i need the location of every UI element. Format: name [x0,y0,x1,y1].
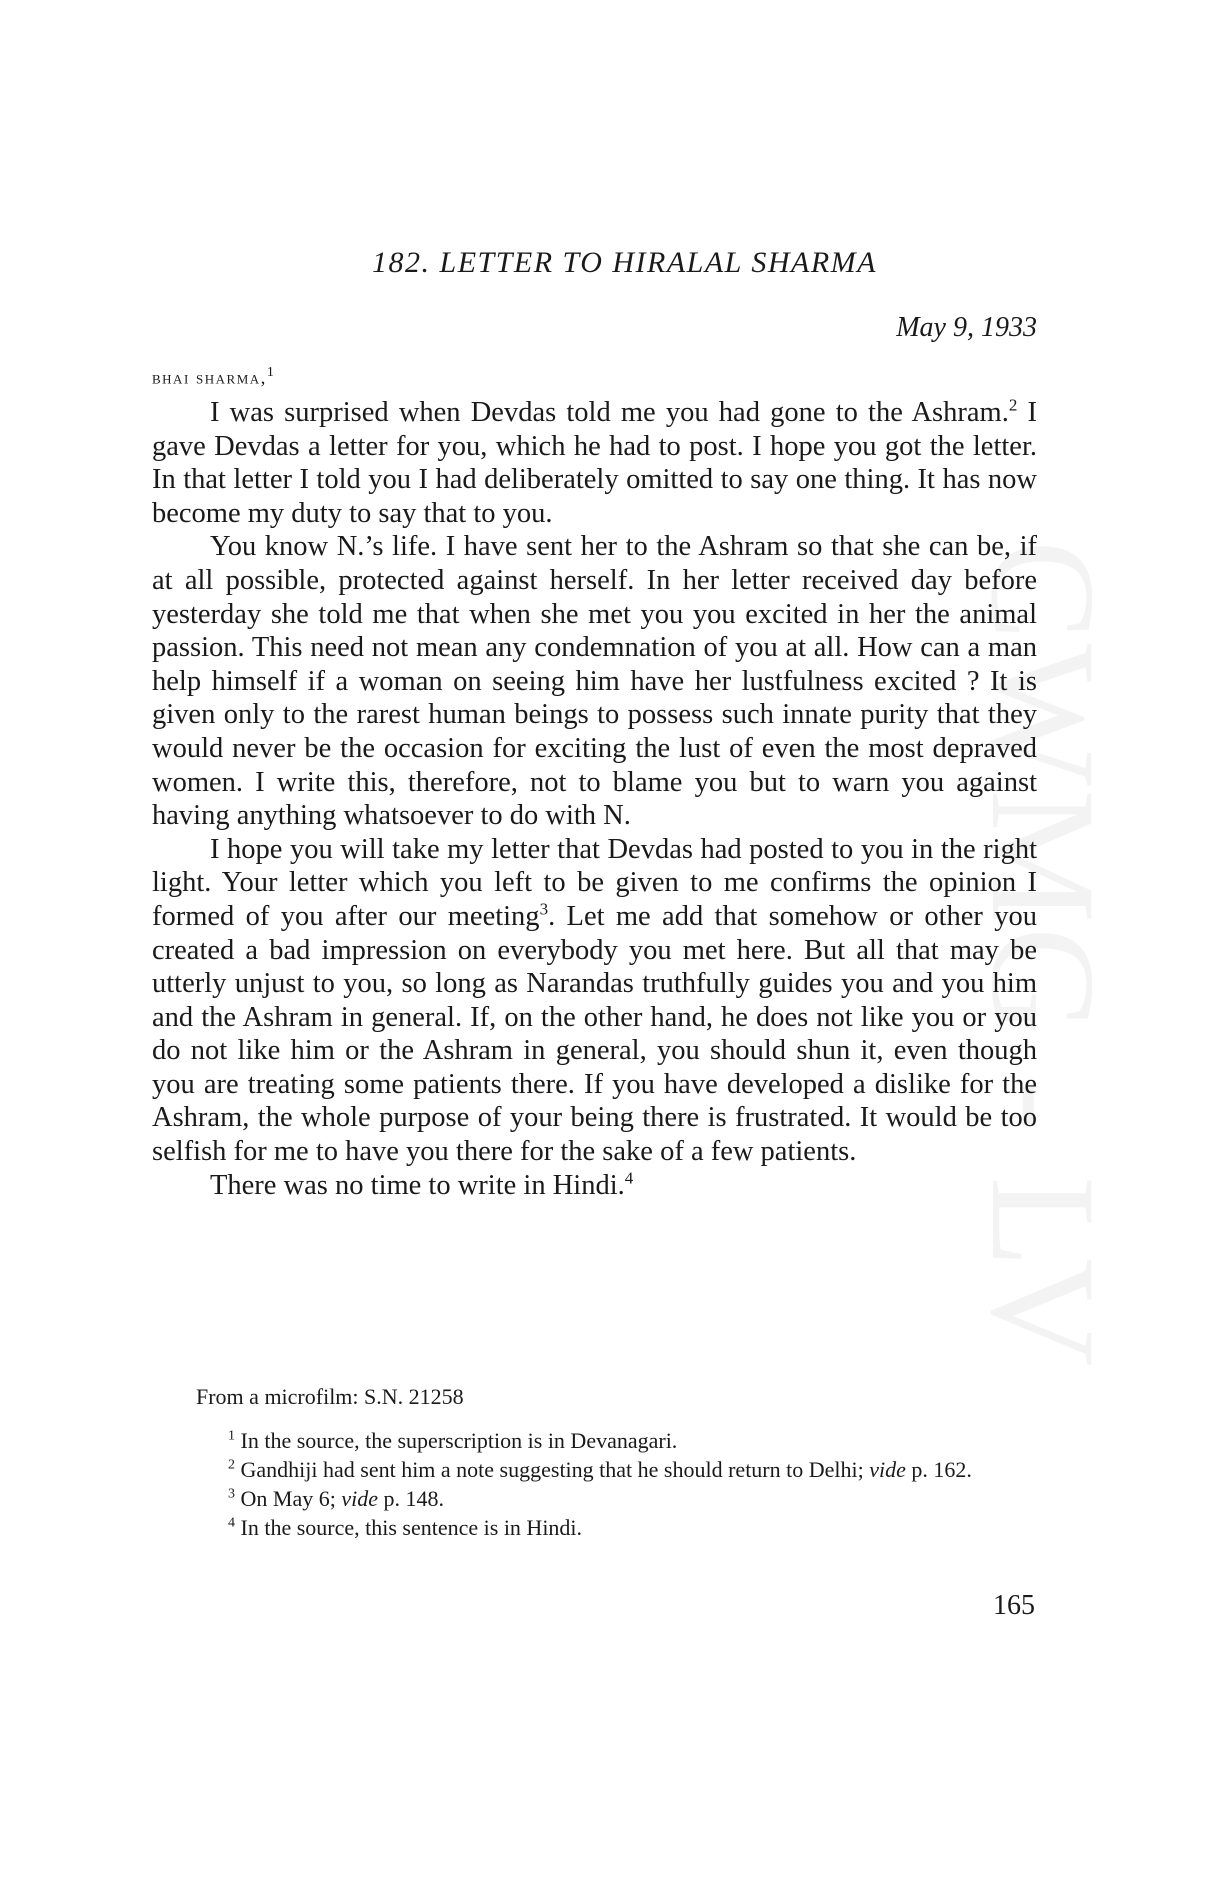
paragraph-text: There was no time to write in Hindi. [210,1169,625,1201]
footnote-mark: 3 [228,1486,235,1502]
footnote-text: On May 6; [240,1486,342,1511]
footnote-mark: 1 [228,1428,235,1444]
paragraph-text: I gave Devdas a letter for you, which he had to post. I hope you got the letter. In that letter I told you I had deliberately omitted to say one thing. It has now become my duty to say that to you. [152,397,1037,529]
letter-title: 182. LETTER TO HIRALAL SHARMA [372,246,877,279]
salutation-footnote-mark: 1 [266,365,276,380]
letter-body [152,396,1037,1202]
footnote-3 [152,1484,1037,1513]
footnote-text: In the source, the superscription is in Devanagari. [240,1428,678,1453]
footnote-ref-2: 2 [1008,395,1018,415]
source-citation: From a microfilm: S.N. 21258 [196,1384,464,1409]
paragraph-2 [152,530,1037,832]
salutation [152,365,275,389]
footnote-4 [152,1513,1037,1542]
footnote-mark: 4 [228,1515,235,1531]
paragraph-text: I hope you will take my letter that Devdas had posted to you in the right light. Your letter which you left to be given to me confirms the opinion I formed of you after our meeting [152,833,1037,932]
paragraph-text: . Let me add that somehow or other you created a bad impression on everybody you met here. But all that may be utterly unjust to you, so long as Narandas truthfully guides you and you him and the Ashram in general. If, on the other hand, he does not like you or you do not like him or the Ashram in general, you should shun it, even though you are treating some patients there. If you have developed a dislike for the Ashram, the whole purpose of your being there is frustrated. It would be too selfish for me to have you there for the sake of a few patients. [152,900,1037,1168]
paragraph-4 [152,1169,1037,1203]
letter-date: May 9, 1933 [896,312,1037,343]
salutation-text: bhai sharma, [152,367,267,389]
footnote-italic: vide [341,1486,378,1511]
footnote-1 [152,1426,1037,1455]
footnote-text: In the source, this sentence is in Hindi. [240,1515,583,1540]
paragraph-1 [152,396,1037,530]
paragraph-text: I was surprised when Devdas told me you had gone to the Ashram. [210,397,1009,428]
footnote-ref-4: 4 [624,1168,634,1188]
page-number: 165 [993,1590,1035,1621]
footnote-italic: vide [869,1457,906,1482]
footnote-text: p. 148. [377,1486,444,1511]
footnote-ref-3: 3 [539,899,549,919]
paragraph-3 [152,833,1037,1169]
footnote-text: p. 162. [905,1457,972,1482]
footnote-text: Gandhiji had sent him a note suggesting that he should return to Delhi; [240,1457,870,1482]
paragraph-text: You know N.’s life. I have sent her to the Ashram so that she can be, if at all possible, protected against herself. In her letter received day before yesterday she told me that when she met you you excited in her the animal passion. This need not mean any condemnation of you at all. How can a man help himself if a woman on seeing him have her lustfulness excited ? It is given only to the rarest human beings to possess such innate purity that they would never be the occasion for exciting the lust of even the most depraved women. I write this, therefore, not to blame you but to warn you against having anything whatsoever to do with N. [152,531,1037,832]
footnote-2 [152,1455,1037,1484]
footnotes [152,1426,1037,1542]
footnote-mark: 2 [228,1457,235,1473]
